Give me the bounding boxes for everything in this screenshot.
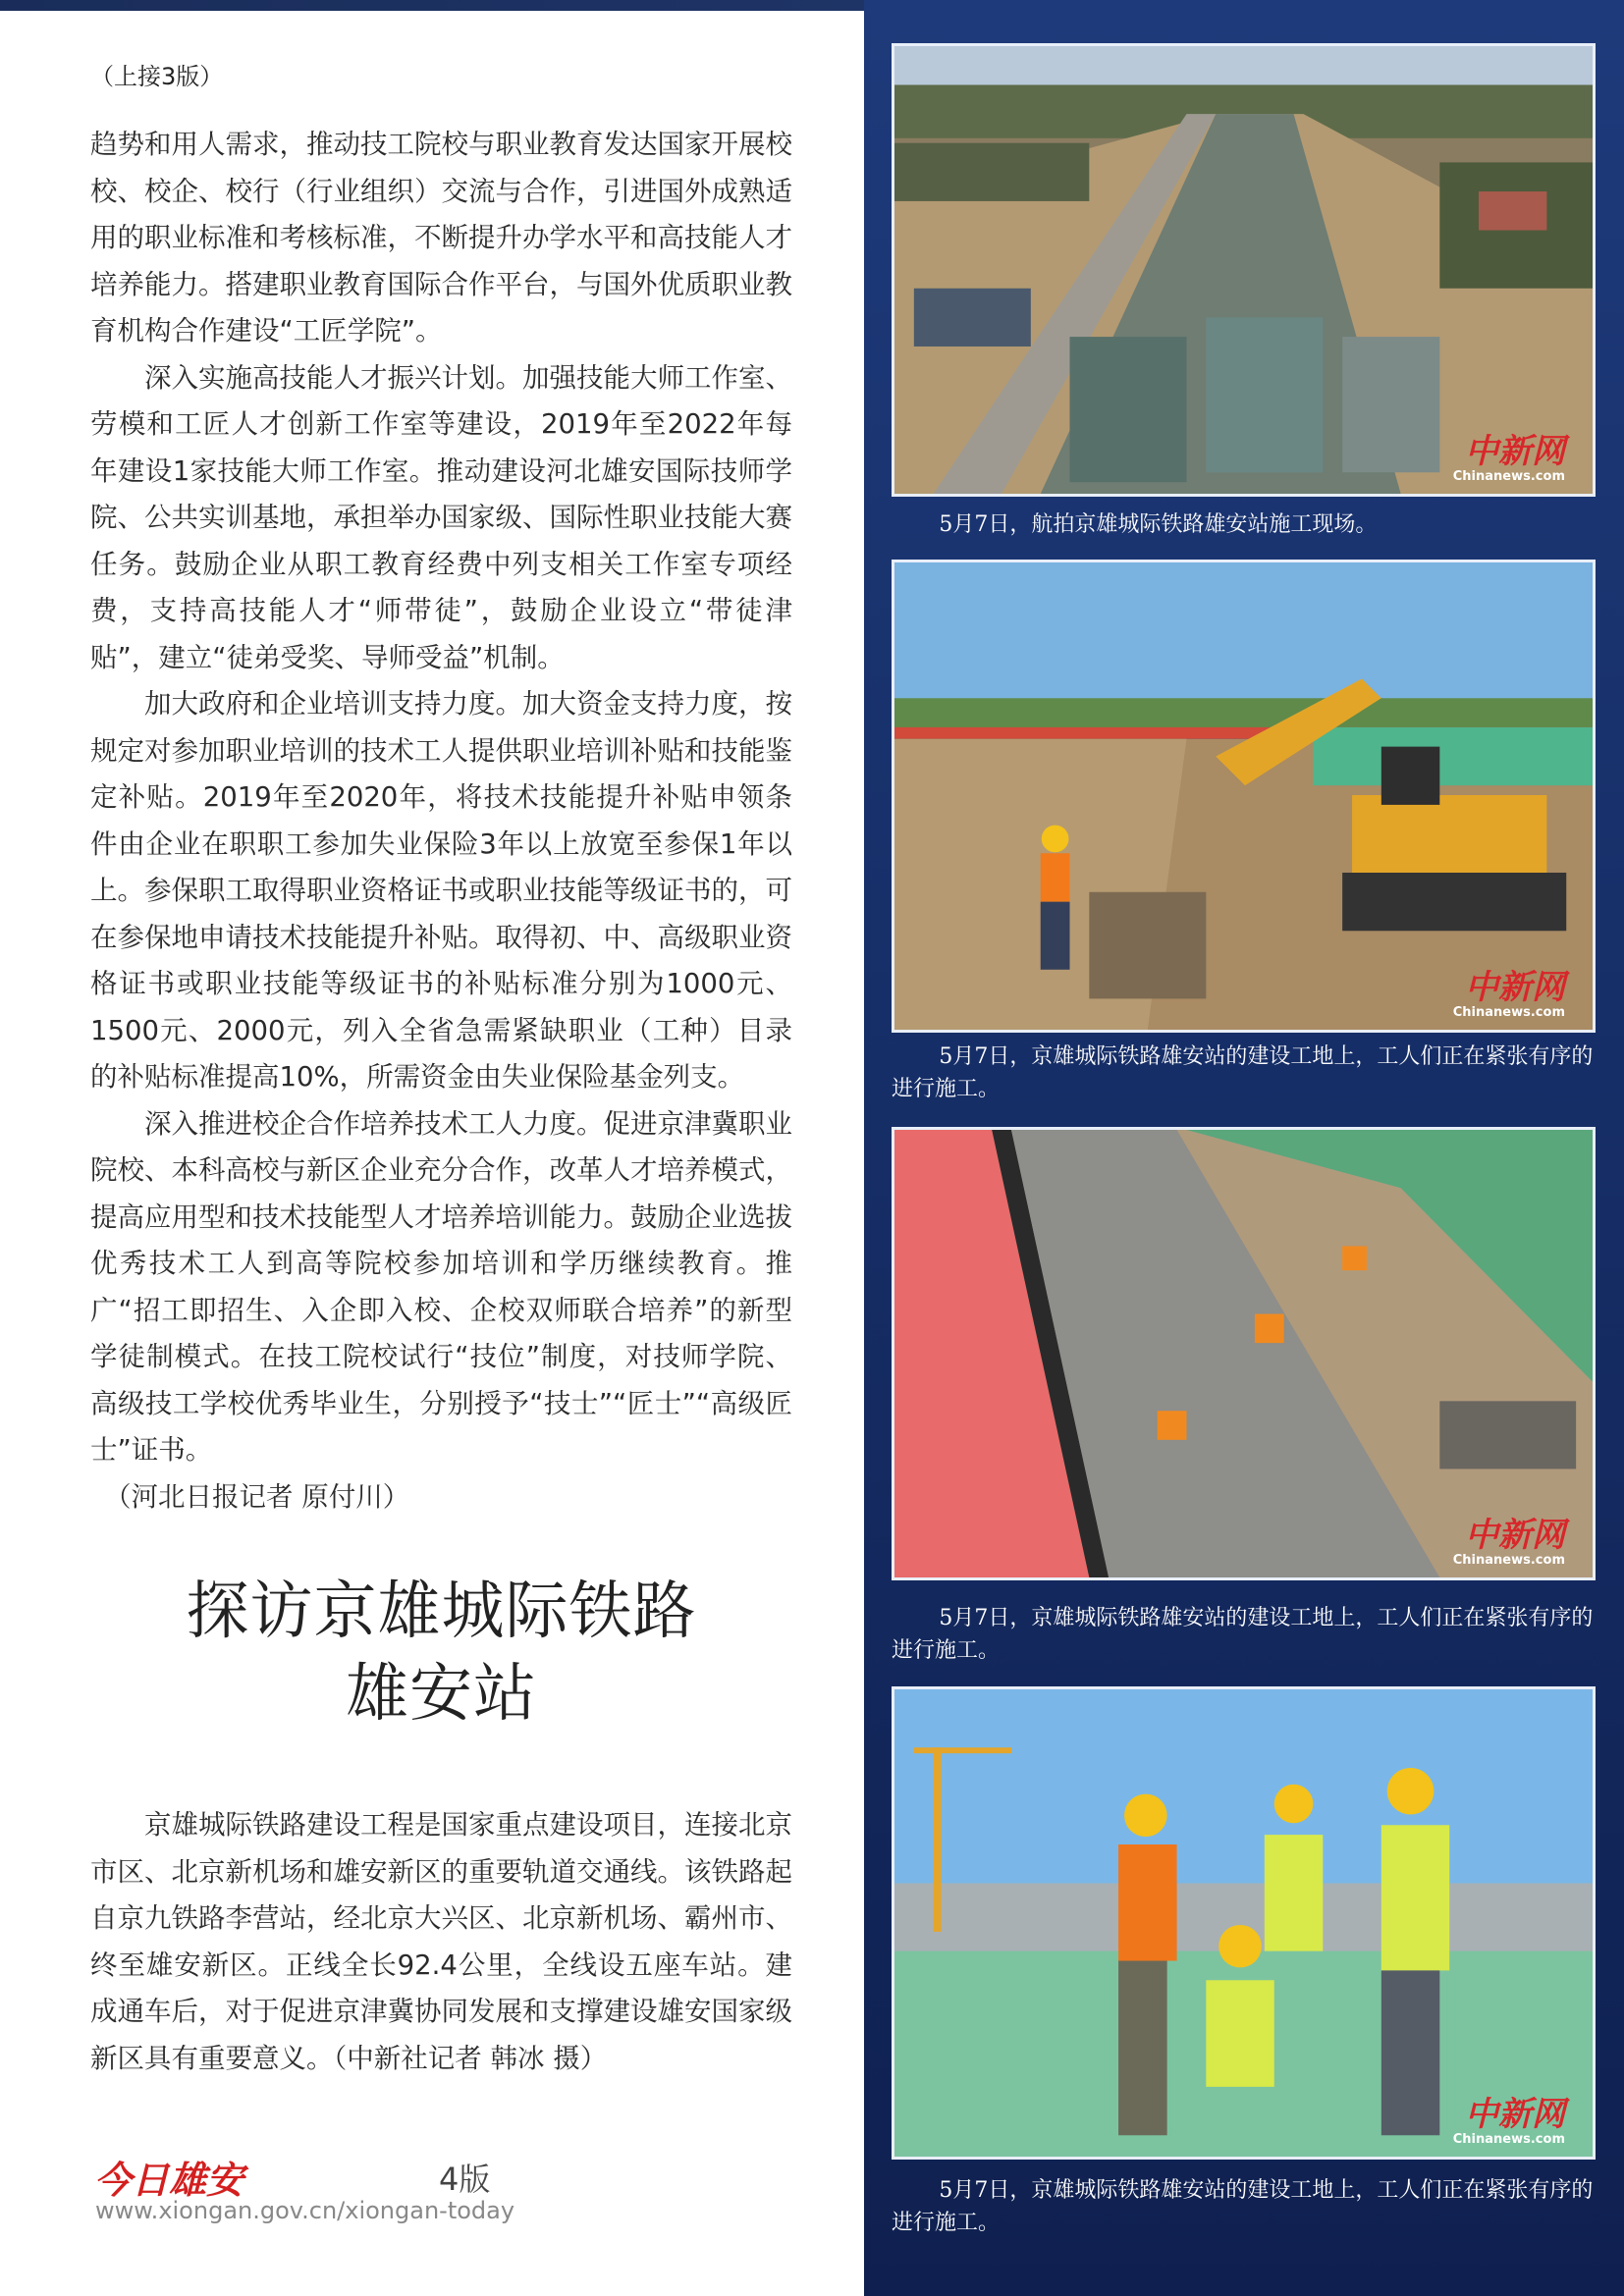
byline: （河北日报记者 原付川） <box>104 1480 410 1513</box>
photo-excavator <box>892 560 1596 1033</box>
brand-logo: 今日雄安 <box>94 2158 244 2202</box>
watermark: 中新网 Chinanews.com <box>1452 1516 1565 1568</box>
article-paragraph: 深入实施高技能人才振兴计划。加强技能大师工作室、劳模和工匠人才创新工作室等建设，2019年至2022年每年建设1家技能大师工作室。推动建设河北雄安国际技师学院、公共实训基地，承担举办国家级、国际性职业技能大赛任务。鼓励企业从职工教育经费中列支相关工作室专项经费，支持高技能人才“师带徒”，鼓励企业设立“带徒津贴”，建立“徒弟受奖、导师受益”机制。 <box>90 361 792 673</box>
watermark: 中新网 Chinanews.com <box>1452 968 1565 1020</box>
photo-workers-inspecting <box>892 1686 1596 2160</box>
photo-caption: 5月7日，京雄城际铁路雄安站的建设工地上，工人们正在紧张有序的进行施工。 <box>892 1606 1594 1663</box>
watermark: 中新网 Chinanews.com <box>1452 432 1565 484</box>
photo-rebar-workers <box>892 1127 1596 1580</box>
title-line: 探访京雄城际铁路 <box>186 1575 697 1648</box>
article-paragraph: 趋势和用人需求，推动技工院校与职业教育发达国家开展校校、校企、校行（行业组织）交流与合作，引进国外成熟适用的职业标准和考核标准，不断提升办学水平和高技能人才培养能力。搭建职业教育国际合作平台，与国外优质职业教育机构合作建设“工匠学院”。 <box>90 129 792 347</box>
continued-note: （上接3版） <box>90 63 224 90</box>
inspection-image <box>894 1689 1593 2157</box>
article-title <box>90 1571 792 1735</box>
photo-aerial-site <box>892 43 1596 497</box>
title-line: 雄安站 <box>346 1658 537 1731</box>
photo-caption: 5月7日，航拍京雄城际铁路雄安站施工现场。 <box>939 512 1378 537</box>
excavator-image <box>894 562 1593 1030</box>
page-number: 4版 <box>439 2161 491 2198</box>
article-railway <box>90 1802 792 2082</box>
aerial-image <box>894 46 1593 494</box>
watermark: 中新网 Chinanews.com <box>1452 2095 1565 2147</box>
article-paragraph: 京雄城际铁路建设工程是国家重点建设项目，连接北京市区、北京新机场和雄安新区的重要轨道交通线。该铁路起自京九铁路李营站，经北京大兴区、北京新机场、霸州市、终至雄安新区。正线全长92.4公里，全线设五座车站。建成通车后，对于促进京津冀协同发展和支撑建设雄安国家级新区具有重要意义。（中新社记者 韩冰 摄） <box>90 1809 792 2074</box>
article-paragraph: 加大政府和企业培训支持力度。加大资金支持力度，按规定对参加职业培训的技术工人提供职业培训补贴和技能鉴定补贴。2019年至2020年，将技术技能提升补贴申领条件由企业在职职工参加失业保险3年以上放宽至参保1年以上。参保职工取得职业资格证书或职业技能等级证书的，可在参保地申请技术技能提升补贴。取得初、中、高级职业资格证书或职业技能等级证书的补贴标准分别为1000元、1500元、2000元，列入全省急需紧缺职业（工种）目录的补贴标准提高10%，所需资金由失业保险基金列支。 <box>90 688 792 1093</box>
site-url[interactable]: www.xiongan.gov.cn/xiongan-today <box>95 2197 515 2224</box>
article-continued <box>90 122 792 1521</box>
rebar-image <box>894 1130 1593 1577</box>
photo-caption: 5月7日，京雄城际铁路雄安站的建设工地上，工人们正在紧张有序的进行施工。 <box>892 2178 1594 2235</box>
photo-caption: 5月7日，京雄城际铁路雄安站的建设工地上，工人们正在紧张有序的进行施工。 <box>892 1044 1594 1101</box>
article-paragraph: 深入推进校企合作培养技术工人力度。促进京津冀职业院校、本科高校与新区企业充分合作，改革人才培养模式，提高应用型和技术技能型人才培养培训能力。鼓励企业选拔优秀技术工人到高等院校参加培训和学历继续教育。推广“招工即招生、入企即入校、企校双师联合培养”的新型学徒制模式。在技工院校试行“技位”制度，对技师学院、高级技工学校优秀毕业生，分别授予“技士”“匠士”“高级匠士”证书。 <box>90 1107 792 1466</box>
